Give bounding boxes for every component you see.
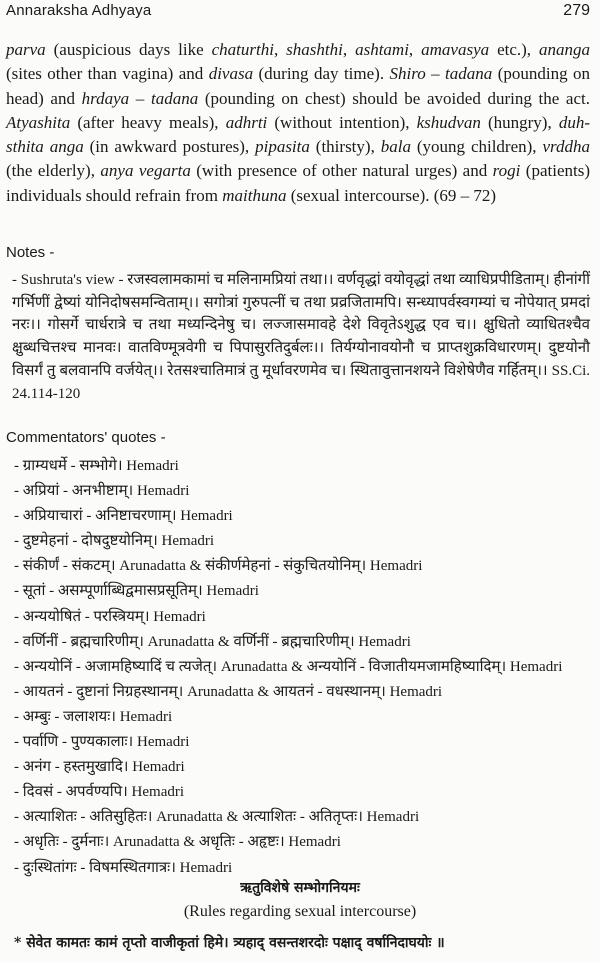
body-text-span: (patients) individuals should refrain from (6, 161, 590, 205)
sanskrit-term: divasa (208, 64, 254, 84)
sanskrit-term: parva (6, 40, 46, 59)
sanskrit-term: chaturthi (211, 40, 274, 59)
body-text-span: (the elderly), (6, 161, 101, 181)
sanskrit-term: amavasya (421, 40, 490, 59)
body-text-span: (auspicious days like (45, 40, 212, 59)
sanskrit-term: hrdaya – tadana (81, 88, 199, 108)
body-text-span: (after heavy meals), (70, 112, 226, 132)
commentator-quote: - अन्ययोनिं - अजामहिष्यादिं च त्यजेत्। Arunadatta & अन्ययोनिं - विजातीयमजामहिष्यादिम्। Hemadri (14, 655, 590, 680)
sanskrit-term: kshudvan (416, 112, 481, 132)
commentator-quote: - अप्रियाचारां - अनिष्टाचरणाम्। Hemadri (14, 504, 590, 529)
sanskrit-term: bala (380, 137, 411, 157)
body-text-span: (sites other than vagina) and (6, 64, 209, 84)
body-text-span: (during day time). (253, 64, 390, 84)
section-title-sanskrit: ऋतुविशेषे सम्भोगनियमः (240, 880, 360, 896)
body-text-span: (thirsty), (309, 137, 381, 157)
page-number: 279 (563, 2, 590, 19)
commentator-quote: - अप्रियां - अनभीष्टाम्। Hemadri (14, 479, 590, 504)
commentator-quote: - अत्याशितः - अतिसुहितः। Arunadatta & अत्याशितः - अतितृप्तः। Hemadri (14, 805, 590, 830)
commentator-quote: - दुःस्थितांगः - विषमस्थितगात्रः। Hemadri (14, 856, 590, 881)
commentators-heading: Commentators' quotes - (6, 429, 166, 446)
body-text-span: etc.), (489, 40, 540, 59)
commentator-quote: - दुष्टमेहनां - दोषदुष्टयोनिम्। Hemadri (14, 529, 590, 554)
commentator-quote: - अन्ययोषितं - परस्त्रियम्। Hemadri (14, 605, 590, 630)
body-text-span: (hungry), (480, 112, 559, 132)
notes-heading: Notes - (6, 244, 55, 261)
verse-line: * सेवेत कामतः कामं तृप्तो वाजीकृतां हिमे। त्र्यहाद् वसन्तशरदोः पक्षाद् वर्षानिदाघयोः ॥ (14, 935, 445, 951)
body-text-span: (with presence of other natural urges) and (190, 161, 493, 181)
sanskrit-term: Shiro – tadana (389, 64, 493, 84)
chapter-title: Annaraksha Adhyaya (6, 2, 152, 19)
commentator-quote: - दिवसं - अपर्वण्यपि। Hemadri (14, 780, 590, 805)
translation-paragraph (6, 38, 590, 208)
sanskrit-term: adhrti (225, 112, 268, 132)
notes-text: - Sushruta's view - रजस्वलामकामां च मलिनामप्रियां तथा।। वर्णवृद्धां वयोवृद्धां तथा व्याधिप्रपीडिताम्। हीनांगीं गर्भिणीं द्वेष्यां योनिदोषसमन्विताम्।। सगोत्रां गुरुपत्नीं च तथा प्रव्रजितामपि। सन्ध्यापर्वस्वगम्यां च नोपेयात् प्रमदां नरः।। गोसर्गे चार्धरात्रे च तथा मध्यन्दिनेषु च। लज्जासमावहे देशे विवृतेऽशुद्ध एव च।। क्षुधितो व्याधितश्चैव क्षुब्धचित्तश्च मानवः। वातविण्मूत्रवेगी च पिपासुरतिदुर्बलः।। तिर्यग्योनावयोनौ च प्राप्तशुक्रविधारणम्। दुष्टयोनौ विसर्गं तु बलवानपि वर्जयेत्।। रेतसश्चातिमात्रं तु मूर्धावरणमेव च। स्थितावुत्तानशयने विशेषेणैव गर्हितम्।। SS.Ci. 24.114-120 (12, 272, 590, 402)
commentator-quote: - वर्णिनीं - ब्रह्मचारिणीम्। Arunadatta & वर्णिनीं - ब्रह्मचारिणीम्। Hemadri (14, 630, 590, 655)
sanskrit-term: rogi (492, 161, 521, 181)
sanskrit-term: shashthi (286, 40, 343, 59)
body-text-span: (pounding on chest) should be avoided during the act. (198, 88, 590, 108)
commentator-quote: - अधृतिः - दुर्मनाः। Arunadatta & अधृतिः - अहृष्टः। Hemadri (14, 830, 590, 855)
sanskrit-term: pipasita (255, 137, 310, 157)
body-text-span: (without intention), (267, 112, 417, 132)
commentators-quote-list (14, 454, 590, 881)
sanskrit-term: duh-sthita anga (6, 112, 591, 157)
commentator-quote: - ग्राम्यधर्मे - सम्भोगे। Hemadri (14, 454, 590, 479)
body-text-span: (sexual intercourse). (69 – 72) (286, 185, 497, 205)
body-text-span: , (408, 40, 422, 59)
body-text-span: (young children), (410, 137, 543, 157)
running-header (6, 2, 590, 22)
body-text-span: , (342, 40, 356, 59)
section-title-english: (Rules regarding sexual intercourse) (183, 903, 417, 920)
commentator-quote: - पर्वाणि - पुण्यकालाः। Hemadri (14, 730, 590, 755)
commentator-quote: - सूतां - असम्पूर्णाब्धिद्वमासप्रसूतिम्। Hemadri (14, 579, 590, 604)
body-text-span: (in awkward postures), (83, 137, 256, 157)
sanskrit-term: vrddha (542, 137, 590, 157)
sanskrit-term: anya vegarta (100, 161, 191, 181)
body-text-span: , (273, 40, 287, 59)
body-text-span: (pounding on head) and (6, 64, 591, 108)
commentator-quote: - संकीर्णं - संकटम्। Arunadatta & संकीर्णमेहनां - संकुचितयोनिम्। Hemadri (14, 554, 590, 579)
sanskrit-term: maithuna (222, 185, 287, 205)
sanskrit-term: ashtami (355, 40, 409, 59)
sanskrit-term: ananga (539, 40, 591, 59)
sanskrit-term: Atyashita (6, 112, 71, 132)
commentator-quote: - आयतनं - दुष्टानां निग्रहस्थानम्। Arunadatta & आयतनं - वधस्थानम्। Hemadri (14, 680, 590, 705)
commentator-quote: - अनंग - हस्तमुखादि। Hemadri (14, 755, 590, 780)
commentator-quote: - अम्बुः - जलाशयः। Hemadri (14, 705, 590, 730)
